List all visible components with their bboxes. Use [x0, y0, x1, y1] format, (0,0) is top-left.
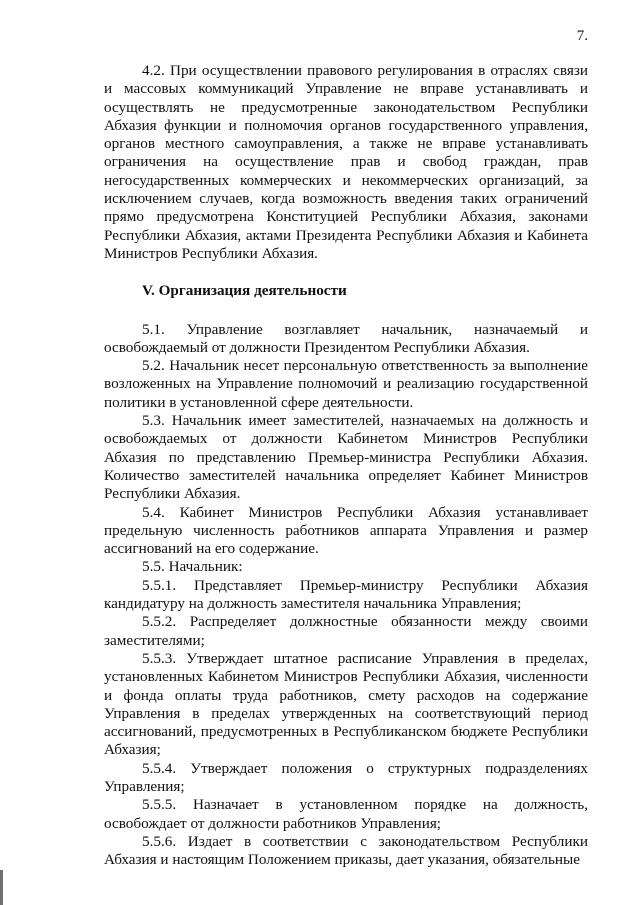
paragraph-5-5-2: 5.5.2. Распределяет должностные обязанности между своими заместителями; [104, 613, 588, 649]
paragraph-5-5-3: 5.5.3. Утверждает штатное расписание Управления в пределах, установленных Кабинетом Министров Республики Абхазия, численности и фонда оплаты труда работников, смету расходов на содержание Управления в пределах утвержденных на соответствующий период ассигнований, предусмотренных в Республиканском бюджете Республики Абхазия; [104, 649, 588, 759]
paragraph-5-1: 5.1. Управление возглавляет начальник, назначаемый и освобождаемый от должности Президентом Республики Абхазия. [104, 320, 588, 356]
page-number: 7. [576, 28, 588, 44]
paragraph-5-5-1: 5.5.1. Представляет Премьер-министру Республики Абхазия кандидатуру на должность заместителя начальника Управления; [104, 576, 588, 613]
paragraph-5-5-5: 5.5.5. Назначает в установленном порядке на должность, освобождает от должности работников Управления; [104, 796, 588, 832]
paragraph-4-2: 4.2. При осуществлении правового регулирования в отраслях связи и массовых коммуникаций Управление не вправе устанавливать и осуществлять не предусмотренные законодательством Республики Абхазия функции и полномочия органов государственного управления, органов местного самоуправления, а также не вправе устанавливать ограничения на осуществление прав и свобод граждан, прав негосударственных коммерческих и некоммерческих организаций, за исключением случаев, когда возможность введения таких ограничений прямо предусмотрена Конституцией Республики Абхазия, законами Республики Абхазия, актами Президента Республики Абхазия и Кабинета Министров Республики Абхазия. [104, 62, 588, 262]
paragraph-5-5-6: 5.5.6. Издает в соответствии с законодательством Республики Абхазия и настоящим Положением приказы, дает указания, обязательные [104, 832, 588, 869]
paragraph-5-5: 5.5. Начальник: [142, 558, 243, 576]
paragraph-5-3: 5.3. Начальник имеет заместителей, назначаемых на должность и освобождаемых от должности Кабинетом Министров Республики Абхазия по представлению Премьер-министра Республики Абхазия. Количество заместителей начальника определяет Кабинет Министров Республики Абхазия. [104, 412, 588, 503]
scan-edge-mark [0, 870, 3, 905]
paragraph-5-5-4: 5.5.4. Утверждает положения о структурных подразделениях Управления; [104, 759, 588, 795]
document-body [104, 62, 588, 869]
paragraph-5-2: 5.2. Начальник несет персональную ответственность за выполнение возложенных на Управление полномочий и реализацию государственной политики в установленной сфере деятельности. [104, 357, 588, 411]
section-heading: V. Организация деятельности [142, 282, 347, 300]
paragraph-5-4: 5.4. Кабинет Министров Республики Абхазия устанавливает предельную численность работников аппарата Управления и размер ассигнований на его содержание. [104, 503, 588, 558]
